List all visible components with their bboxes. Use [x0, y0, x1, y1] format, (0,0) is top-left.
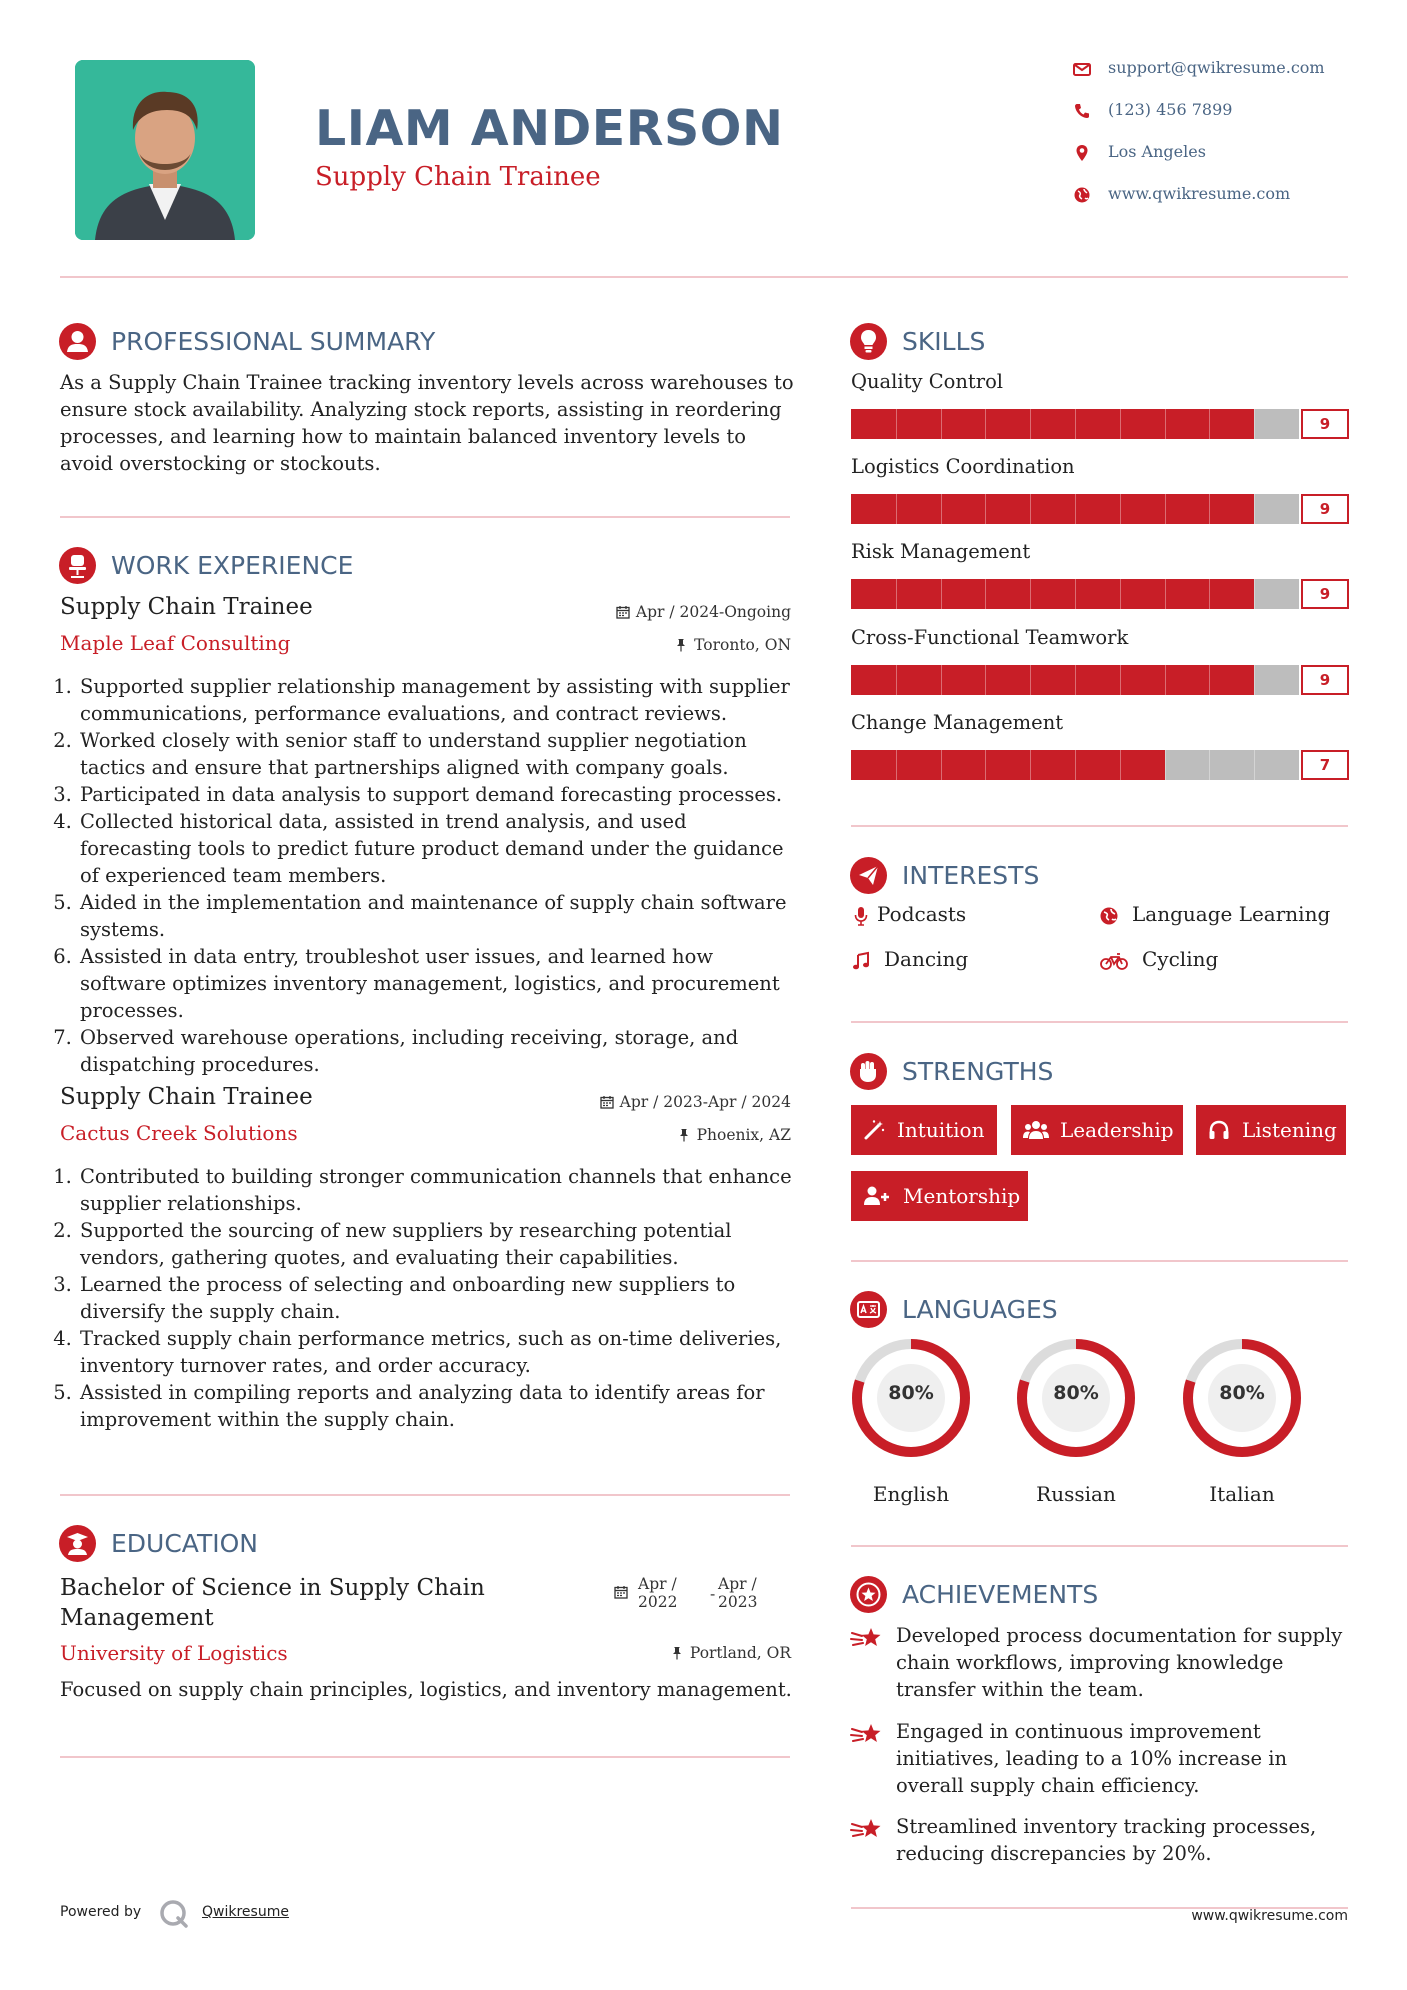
skill-bar-track [851, 665, 1299, 695]
office-chair-icon [59, 547, 96, 584]
skill-bar-segment [1075, 494, 1076, 524]
list-item: 4. Collected historical data, assisted in trend analysis, and used forecasting tools to predict future product demand under the guidance of experienced team members. [78, 808, 800, 889]
headphones-icon [1208, 1119, 1230, 1141]
magic-wand-icon [863, 1119, 885, 1141]
job-location-text: Toronto, ON [694, 636, 791, 654]
job-company: Cactus Creek Solutions [60, 1121, 298, 1145]
list-item: 7. Observed warehouse operations, including receiving, storage, and dispatching procedures. [78, 1024, 800, 1078]
profile-photo [75, 60, 255, 240]
skill-bar-segment [896, 665, 897, 695]
calendar-icon [600, 1095, 614, 1109]
date-line: Apr / [718, 1575, 757, 1593]
skill-bar-segment [1209, 494, 1210, 524]
phone-icon [1072, 101, 1092, 121]
date-separator: - [710, 1585, 716, 1603]
degree-line: Bachelor of Science in Supply Chain [60, 1575, 485, 1601]
languages-title: LANGUAGES [902, 1295, 1058, 1324]
user-icon [59, 323, 96, 360]
education-date-end [718, 1575, 757, 1611]
achievement-item [896, 1718, 1346, 1799]
header-divider [60, 276, 1348, 278]
skill-bar-segment [1075, 750, 1076, 780]
skills-title: SKILLS [902, 327, 986, 356]
skill-bar-segment [1254, 665, 1255, 695]
strength-chip [1011, 1105, 1183, 1155]
skill-bar-segment [1165, 494, 1166, 524]
list-item: 3. Learned the process of selecting and onboarding new suppliers to diversify the supply chain. [78, 1271, 800, 1325]
interest-item [1099, 902, 1349, 930]
achievement-item [896, 1622, 1346, 1703]
education-divider [60, 1756, 790, 1758]
skill-bar-segment [1254, 750, 1255, 780]
interest-label: Dancing [884, 947, 969, 971]
date-line: Apr / [638, 1575, 677, 1593]
experience-heading [59, 547, 559, 587]
skill-name: Logistics Coordination [851, 455, 1075, 478]
qwikresume-link[interactable]: Qwikresume [202, 1904, 289, 1920]
skill-bar-track [851, 409, 1299, 439]
globe-icon [1099, 906, 1119, 926]
skill-bar-segment [896, 579, 897, 609]
skill-bar-fill [851, 494, 1254, 524]
achievement-text: Engaged in continuous improvement initiatives, leading to a 10% increase in overall supply chain efficiency. [896, 1720, 1288, 1797]
skill-bar-segment [1030, 409, 1031, 439]
achievement-text: Developed process documentation for supply chain workflows, improving knowledge transfer within the team. [896, 1624, 1343, 1701]
skill-bar-track [851, 750, 1299, 780]
list-item: 1. Supported supplier relationship management by assisting with supplier communications, performance evaluations, and contract reviews. [78, 673, 800, 727]
achievements-heading [850, 1576, 1250, 1616]
education-date-start [638, 1575, 677, 1611]
achievement-item [896, 1813, 1346, 1867]
skill-bar-segment [896, 750, 897, 780]
candidate-role: Supply Chain Trainee [315, 162, 601, 192]
microphone-icon [851, 906, 871, 926]
skill-bar-segment [1209, 579, 1210, 609]
job-bullets [60, 1163, 800, 1433]
skill-bar-segment [1209, 409, 1210, 439]
skill-score: 9 [1301, 665, 1349, 695]
skill-bar-segment [896, 494, 897, 524]
skill-bar-segment [1030, 494, 1031, 524]
skill-bar [851, 409, 1349, 439]
strengths-title: STRENGTHS [902, 1057, 1054, 1086]
interest-item [851, 902, 1091, 930]
skill-bar-segment [941, 494, 942, 524]
graduate-icon [59, 1525, 96, 1562]
raised-fist-icon [850, 1053, 887, 1090]
strength-label: Listening [1242, 1118, 1337, 1142]
skill-name: Quality Control [851, 370, 1004, 393]
candidate-name: LIAM ANDERSON [315, 100, 784, 157]
powered-by-label: Powered by [60, 1904, 142, 1920]
music-note-icon [851, 951, 871, 971]
language-item [1180, 1336, 1304, 1516]
skill-name: Change Management [851, 711, 1064, 734]
skill-bar-segment [985, 579, 986, 609]
job-location [677, 1126, 791, 1144]
summary-text: As a Supply Chain Trainee tracking inventory levels across warehouses to ensure stock availability. Analyzing stock reports, assisting in reordering processes, and learning how to maintain balanced inventory levels to avoid overstocking or stockouts. [60, 371, 794, 475]
skill-bar-track [851, 494, 1299, 524]
skills-heading [850, 323, 1250, 363]
job-dates [616, 603, 791, 621]
skill-bar-segment [1075, 665, 1076, 695]
skill-bar-segment [1120, 665, 1121, 695]
pushpin-icon [670, 1646, 684, 1660]
skill-bar-fill [851, 409, 1254, 439]
skill-bar [851, 665, 1349, 695]
interests-divider [851, 1021, 1348, 1023]
interest-item [851, 947, 1091, 975]
star-badge-icon [850, 1576, 887, 1613]
skill-bar-segment [1120, 750, 1121, 780]
skill-bar-segment [1165, 409, 1166, 439]
strength-label: Intuition [897, 1118, 985, 1142]
users-icon [1023, 1119, 1049, 1141]
education-description: Focused on supply chain principles, logistics, and inventory management. [60, 1678, 792, 1701]
skill-bar-segment [941, 579, 942, 609]
skill-bar [851, 579, 1349, 609]
calendar-icon [616, 605, 630, 619]
skill-bar-segment [1120, 409, 1121, 439]
envelope-icon [1072, 59, 1092, 79]
skill-bar-segment [1030, 665, 1031, 695]
skill-bar-segment [985, 494, 986, 524]
list-item: 5. Aided in the implementation and maintenance of supply chain software systems. [78, 889, 800, 943]
contact-email-text: support@qwikresume.com [1108, 58, 1325, 77]
interest-label: Language Learning [1132, 902, 1331, 926]
skill-bar-fill [851, 665, 1254, 695]
strength-chip [851, 1105, 997, 1155]
skill-bar-track [851, 579, 1299, 609]
job-bullets [60, 673, 800, 1078]
education-location [670, 1644, 791, 1662]
languages-divider [851, 1545, 1348, 1547]
skill-bar-segment [1120, 579, 1121, 609]
skill-score: 7 [1301, 750, 1349, 780]
list-item: 3. Participated in data analysis to support demand forecasting processes. [78, 781, 800, 808]
lightbulb-icon [850, 323, 887, 360]
globe-icon [1072, 185, 1092, 205]
skill-bar-segment [941, 665, 942, 695]
achievement-text: Streamlined inventory tracking processes, reducing discrepancies by 20%. [896, 1815, 1317, 1865]
degree-title [60, 1573, 500, 1633]
language-level: 80% [888, 1382, 934, 1404]
summary-title: PROFESSIONAL SUMMARY [111, 327, 436, 356]
interests-heading [850, 857, 1250, 897]
experience-title: WORK EXPERIENCE [111, 551, 354, 580]
education-dates [614, 1575, 764, 1615]
skill-score: 9 [1301, 494, 1349, 524]
interests-title: INTERESTS [902, 861, 1040, 890]
skill-bar-segment [1209, 665, 1210, 695]
job-location-text: Phoenix, AZ [696, 1126, 791, 1144]
list-item: 4. Tracked supply chain performance metrics, such as on-time deliveries, inventory turnover rates, and order accuracy. [78, 1325, 800, 1379]
strength-chip [1196, 1105, 1346, 1155]
language-item [849, 1336, 973, 1516]
job-location [674, 636, 791, 654]
list-item: 2. Supported the sourcing of new suppliers by researching potential vendors, gathering quotes, and evaluating their capabilities. [78, 1217, 800, 1271]
skill-name: Risk Management [851, 540, 1031, 563]
language-name: Italian [1209, 1482, 1275, 1506]
date-line: 2022 [638, 1593, 678, 1611]
paper-plane-icon [850, 857, 887, 894]
skill-bar-segment [985, 665, 986, 695]
qwikresume-logo-icon [157, 1897, 191, 1931]
interest-label: Podcasts [877, 902, 967, 926]
skill-bar [851, 750, 1349, 780]
languages-heading [850, 1291, 1250, 1331]
language-level: 80% [1053, 1382, 1099, 1404]
skill-bar-segment [1030, 750, 1031, 780]
user-plus-icon [863, 1185, 891, 1207]
summary-heading [59, 323, 559, 363]
skill-score: 9 [1301, 579, 1349, 609]
achievements-title: ACHIEVEMENTS [902, 1580, 1099, 1609]
education-heading [59, 1525, 559, 1565]
skill-score: 9 [1301, 409, 1349, 439]
skill-bar-segment [985, 750, 986, 780]
interest-item [1099, 947, 1349, 975]
job-dates-text: Apr / 2023-Apr / 2024 [619, 1093, 791, 1111]
skill-bar-fill [851, 750, 1165, 780]
skill-bar-segment [1165, 665, 1166, 695]
summary-divider [60, 516, 790, 518]
skills-divider [851, 825, 1348, 827]
skill-bar-fill [851, 579, 1254, 609]
skill-bar-segment [896, 409, 897, 439]
skill-bar-segment [1030, 579, 1031, 609]
interest-label: Cycling [1142, 947, 1219, 971]
experience-divider [60, 1494, 790, 1496]
school-name: University of Logistics [60, 1641, 288, 1665]
bicycle-icon [1099, 951, 1129, 971]
strengths-heading [850, 1053, 1250, 1093]
translate-icon [850, 1291, 887, 1328]
strengths-divider [851, 1260, 1348, 1262]
skill-name: Cross-Functional Teamwork [851, 626, 1129, 649]
skill-bar [851, 494, 1349, 524]
skill-bar-segment [1075, 579, 1076, 609]
job-company: Maple Leaf Consulting [60, 631, 291, 655]
strength-label: Leadership [1060, 1118, 1174, 1142]
contact-website-text: www.qwikresume.com [1108, 184, 1291, 203]
language-name: English [872, 1482, 950, 1506]
strength-label: Mentorship [903, 1184, 1021, 1208]
list-item: 2. Worked closely with senior staff to understand supplier negotiation tactics and ensure that partnerships aligned with company goals. [78, 727, 800, 781]
map-marker-icon [1072, 143, 1092, 163]
skill-bar-segment [1254, 579, 1255, 609]
language-name: Russian [1036, 1482, 1116, 1506]
skill-bar-segment [1254, 494, 1255, 524]
shooting-star-icon [850, 1721, 884, 1749]
pushpin-icon [674, 638, 688, 652]
contact-location-text: Los Angeles [1108, 142, 1206, 161]
strength-chip [851, 1171, 1028, 1221]
date-line: 2023 [718, 1593, 758, 1611]
job-title: Supply Chain Trainee [60, 1084, 313, 1110]
language-item [1014, 1336, 1138, 1516]
skill-bar-segment [1075, 409, 1076, 439]
footer-website[interactable]: www.qwikresume.com [1191, 1908, 1348, 1924]
skill-bar-segment [1165, 579, 1166, 609]
calendar-icon [614, 1585, 628, 1599]
language-level: 80% [1219, 1382, 1265, 1404]
skill-bar-segment [1254, 409, 1255, 439]
pushpin-icon [677, 1128, 691, 1142]
job-dates [600, 1093, 791, 1111]
list-item: 5. Assisted in compiling reports and analyzing data to identify areas for improvement within the supply chain. [78, 1379, 800, 1433]
skill-bar-segment [1209, 750, 1210, 780]
skill-bar-segment [941, 409, 942, 439]
education-title: EDUCATION [111, 1529, 258, 1558]
skill-bar-segment [1165, 750, 1166, 780]
skill-bar-segment [985, 409, 986, 439]
skill-bar-segment [1120, 494, 1121, 524]
contact-phone-text: (123) 456 7899 [1108, 100, 1233, 119]
education-location-text: Portland, OR [689, 1644, 791, 1662]
degree-line: Management [60, 1605, 214, 1631]
shooting-star-icon [850, 1625, 884, 1653]
skill-bar-segment [941, 750, 942, 780]
list-item: 1. Contributed to building stronger communication channels that enhance supplier relationships. [78, 1163, 800, 1217]
list-item: 6. Assisted in data entry, troubleshot user issues, and learned how software optimizes inventory management, logistics, and procurement processes. [78, 943, 800, 1024]
job-title: Supply Chain Trainee [60, 594, 313, 620]
shooting-star-icon [850, 1816, 884, 1844]
job-dates-text: Apr / 2024-Ongoing [635, 603, 791, 621]
